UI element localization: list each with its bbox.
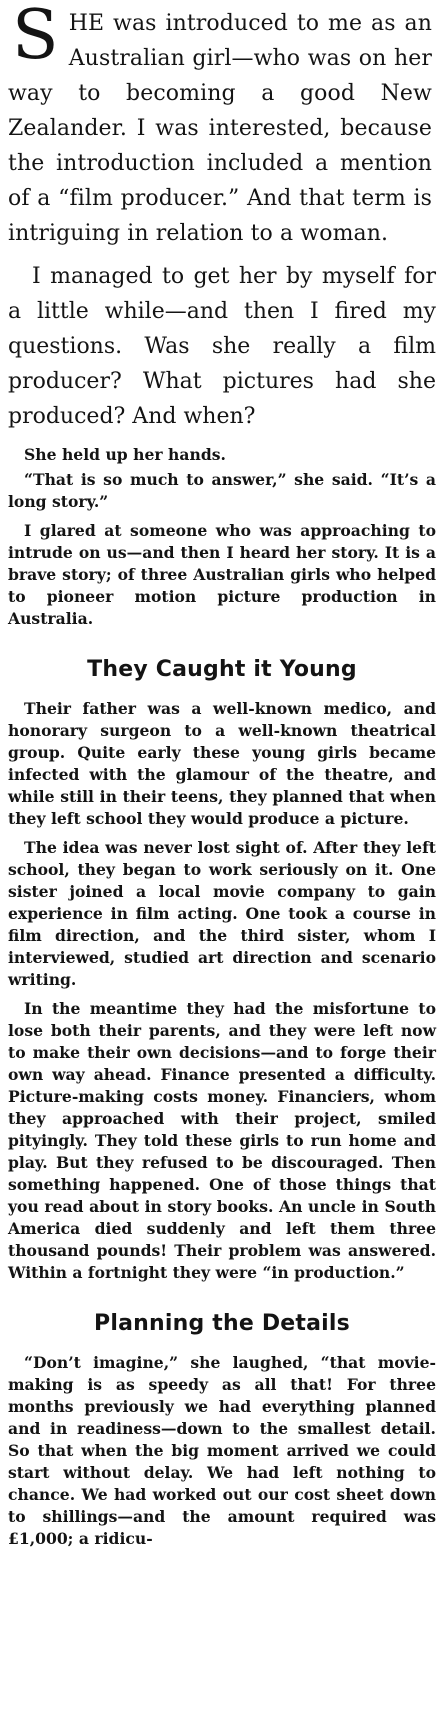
drop-cap: S [12, 0, 59, 75]
paragraph-father: Their father was a well-known medico, and honorary surgeon to a well-known theatrical group. Quite early these young girls became infected with the glamour of the theatre, and while still in their teens, they planned that when they left school they would produce a picture. [8, 699, 436, 828]
paragraph-dont-imagine: “Don’t imagine,” she laughed, “that movie-making is as speedy as all that! For three months previously we had everything planned and in readiness—down to the smallest detail. So that when the big moment arrived we could start without delay. We had left nothing to chance. We had worked out our cost sheet down to shillings—and the amount required was £1,000; a ridicu- [8, 1353, 436, 1548]
intro-paragraph [8, 0, 432, 251]
paragraph-hands: She held up her hands. [24, 445, 226, 464]
paragraph-questions: I managed to get her by myself for a little while—and then I fired my questions. Was she really a film producer? What pictures had she produced? And when? [8, 264, 436, 429]
intro-text: HE was introduced to me as an Australian girl—who was on her way to becoming a good New Zealander. I was interested, because the introduction included a mention of a “film producer.” And that term is intriguing in relation to a woman. [8, 11, 432, 246]
paragraph-long-story: “That is so much to answer,” she said. “It’s a long story.” [8, 470, 436, 511]
section-heading-caught-young: They Caught it Young [87, 657, 357, 682]
section-heading-planning: Planning the Details [94, 1311, 350, 1336]
paragraph-idea: The idea was never lost sight of. After they left school, they began to work seriously on it. One sister joined a local movie company to gain experience in film acting. One took a course in film direction, and the third sister, whom I interviewed, studied art direction and scenario writing. [8, 838, 436, 989]
paragraph-misfortune: In the meantime they had the misfortune to lose both their parents, and they were left now to make their own decisions—and to forge their own way ahead. Finance presented a difficulty. Picture-making costs money. Financiers, whom they approached with their project, smiled pityingly. They told these girls to run home and play. But they refused to be discouraged. Then something happened. One of those things that you read about in story books. An uncle in South America died suddenly and left them three thousand pounds! Their problem was answered. Within a fortnight they were “in production.” [8, 999, 436, 1282]
paragraph-brave-story: I glared at someone who was approaching to intrude on us—and then I heard her story. It is a brave story; of three Australian girls who helped to pioneer motion picture production in Australia. [8, 521, 436, 628]
